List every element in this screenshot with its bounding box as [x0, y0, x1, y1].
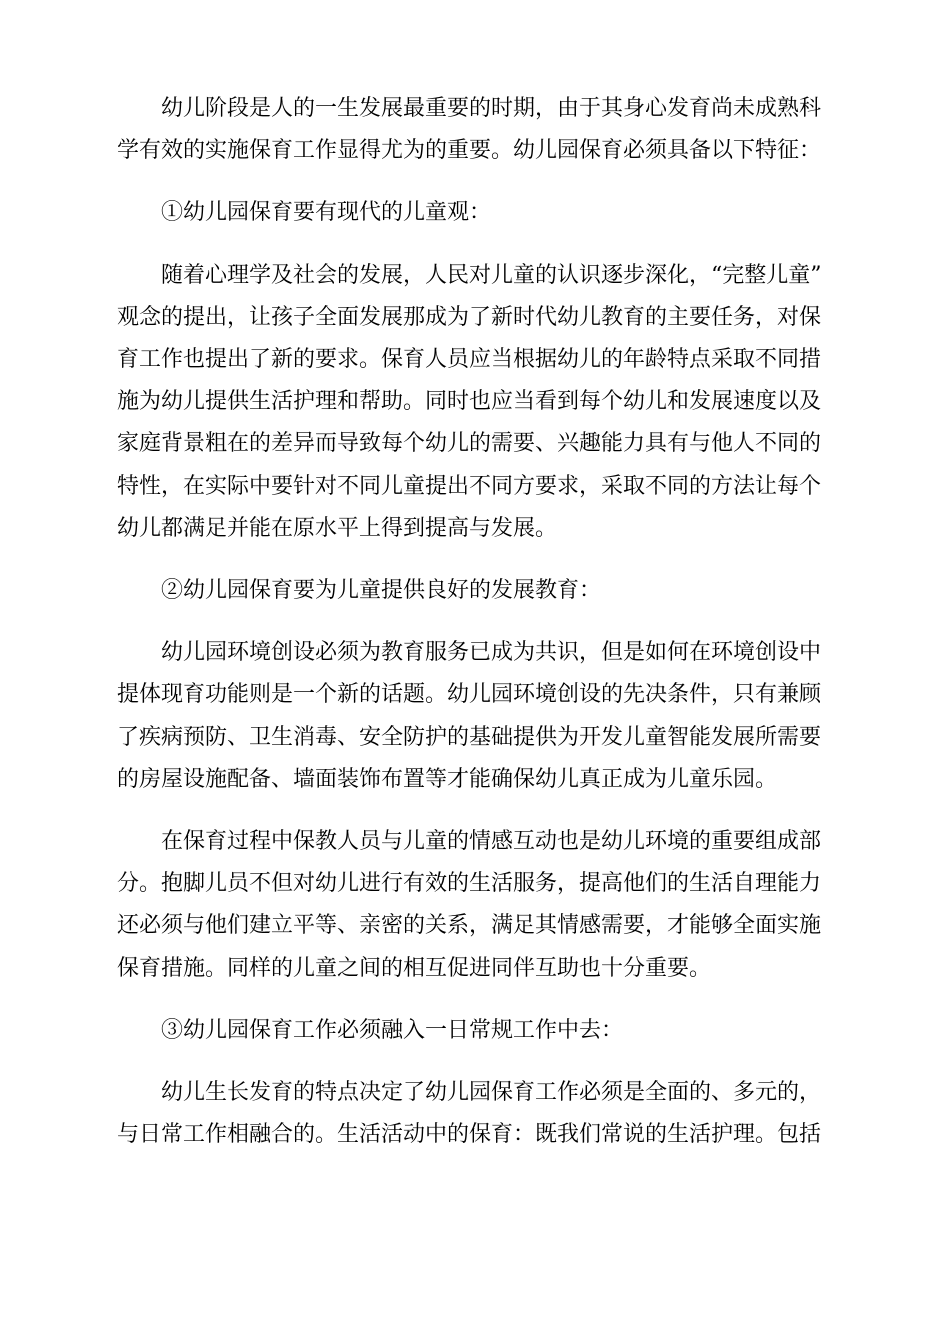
- heading-item-1: ①幼儿园保育要有现代的儿童观：: [161, 200, 492, 226]
- paragraph-emotional-interaction: 在保育过程中保教人员与儿童的情感互动也是幼儿环境的重要组成部 分。抱脚儿员不但对幼儿进行有效的生活服务，提高他们的生活自理能力 还必须与他们建立平等、亲密的关系，满足其情感需要，才能够全面实施 保育措施。同样的儿童之间的相互促进同伴互助也十分重要。: [117, 829, 822, 981]
- paragraph-intro: 幼儿阶段是人的一生发展最重要的时期，由于其身心发育尚未成熟科 学有效的实施保育工作显得尤为的重要。幼儿园保育必须具备以下特征：: [117, 96, 822, 164]
- document-body: [117, 88, 837, 1176]
- paragraph-daily-routine: 幼儿生长发育的特点决定了幼儿园保育工作必须是全面的、多元的， 与日常工作相融合的。生活活动中的保育：既我们常说的生活护理。包括: [117, 1080, 822, 1148]
- paragraph-child-view: 随着心理学及社会的发展，人民对儿童的认识逐步深化，“完整儿童” 观念的提出，让孩子全面发展那成为了新时代幼儿教育的主要任务，对保 育工作也提出了新的要求。保育人员应当根据幼儿的年龄特点采取不同措 施为幼儿提供生活护理和帮助。同时也应当看到每个幼儿和发展速度以及 家庭背景粗在的差异而导致每个幼儿的需要、兴趣能力具有与他人不同的 特性，在实际中要针对不同儿童提出不同方要求，采取不同的方法让每个 幼儿都满足并能在原水平上得到提高与发展。: [117, 262, 822, 541]
- heading-item-2: ②幼儿园保育要为儿童提供良好的发展教育：: [161, 578, 602, 604]
- heading-item-3: ③幼儿园保育工作必须融入一日常规工作中去：: [161, 1017, 624, 1043]
- paragraph-environment: 幼儿园环境创设必须为教育服务已成为共识，但是如何在环境创设中 提体现育功能则是一个新的话题。幼儿园环境创设的先决条件，只有兼顾 了疾病预防、卫生消毒、安全防护的基础提供为开发儿童智能发展所需要 的房屋设施配备、墙面装饰布置等才能确保幼儿真正成为儿童乐园。: [117, 640, 822, 792]
